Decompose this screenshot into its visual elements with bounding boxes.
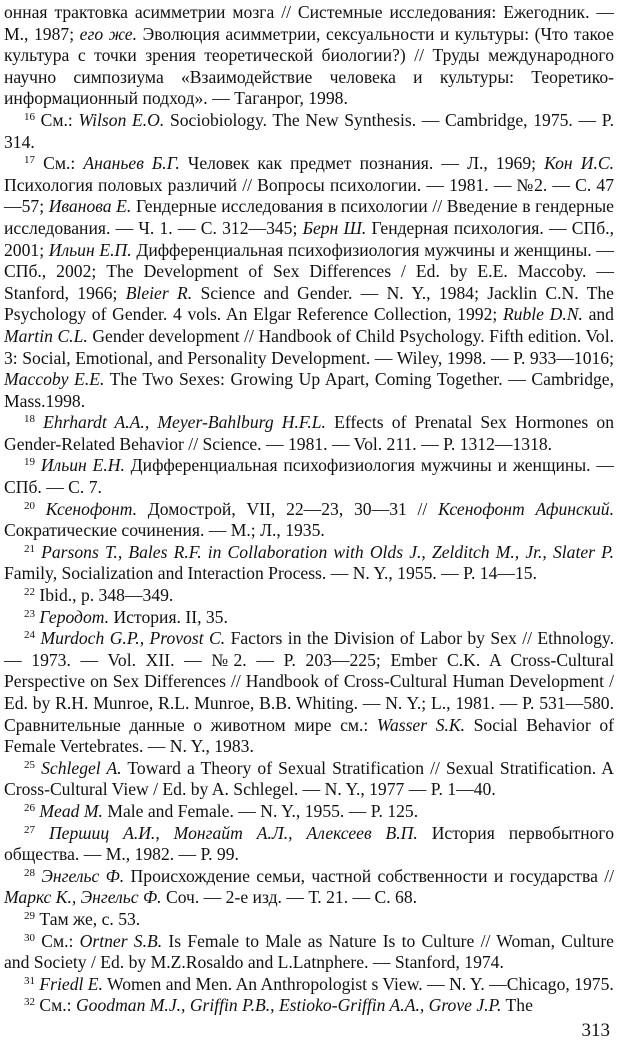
citation-author: Иванова Е. (48, 196, 132, 217)
footnote-text: Science and Gender. — N. Y., 1984; Jacklin C.N. The Psychology of Gender. 4 vols. An Elgar Reference Collection, 1992; (4, 282, 614, 325)
footnote-text: Effects of Prenatal Sex Hormones on Gender-Related Behavior // Science. — 1981. — Vol. 211. — P. 1312—1318. (4, 412, 614, 454)
citation-author: Маркс К., Энгельс Ф. (4, 887, 162, 908)
footnote-text: История первобытного общества. — М., 1982. — Р. 99. (4, 822, 614, 865)
citation-author: Ксенофонт Афинский. (438, 498, 615, 519)
citation-author: Goodman M.J., Griffin P.B., Estioko-Griffin A.A., Grove J.P. (75, 995, 502, 1016)
citation-author: Bleier R. (125, 282, 193, 303)
footnote-text: Sociobiology. The New Synthesis. — Cambridge, 1975. — P. 314. (4, 109, 614, 152)
citation-author: Friedl E. (39, 973, 103, 994)
footnote-17 (4, 153, 614, 412)
footnote-text: Домострой, VII, 22—23, 30—31 // (137, 498, 439, 519)
footnote-number: 31 (24, 974, 35, 987)
footnote-text: Ibid., p. 348—349. (39, 585, 174, 606)
footnote-29 (4, 909, 614, 931)
citation-author: Ortner S.B. (79, 930, 163, 951)
footnote-text: The (501, 995, 533, 1016)
footnote-text: Дифференциальная психофизиология мужчины и женщины. — СПб. — С. 7. (4, 455, 614, 498)
footnote-text: Women and Men. An Anthropologist s View. — N. Y. —Chicago, 1975. (102, 973, 614, 994)
citation-author: Wasser S.K. (376, 714, 466, 735)
footnote-text: and (582, 304, 614, 325)
footnote-text: Toward a Theory of Sexual Stratification // Sexual Stratification. A Cross-Cultural View / Ed. by A. Schlegel. — N. Y., 1977 — P. 1—40. (4, 757, 614, 800)
footnote-number: 27 (24, 823, 35, 836)
footnote-19 (4, 455, 614, 498)
footnote-31 (4, 974, 614, 996)
footnote-text: The Two Sexes: Growing Up Apart, Coming Together. — Cambridge, Mass.1998. (4, 369, 614, 411)
footnote-text: онная трактовка асимметрии мозга // Системные исследования: Ежегодник. — М., 1987; (4, 2, 614, 44)
citation-author: Ананьев Б.Г. (83, 153, 180, 174)
citation-author: Ильин Е.Н. (40, 455, 125, 476)
citation-author: Murdoch G.P., Provost C. (40, 628, 226, 649)
footnote-text: Эволюция асимметрии, сексуальности и культуры: (Что такое культура с точки зрения теоретической биологии?) // Труды международного научно симпозиума «Взаимодействие человека и культуры: Теоретико-информационный подход». — Таганрог, 1998. (4, 23, 614, 109)
footnote-21 (4, 542, 614, 585)
footnote-number: 26 (24, 801, 35, 814)
footnote-32 (4, 995, 614, 1017)
footnote-number: 21 (24, 542, 35, 555)
footnotes-page (4, 2, 614, 1017)
citation-author: Берн Ш. (302, 217, 367, 238)
footnote-text: Гендерные исследования в психологии // Введение в гендерные исследования. — Ч. 1. — С. 312—345; (4, 196, 614, 238)
footnote-text: См.: (39, 995, 76, 1016)
footnote-number: 22 (24, 586, 35, 599)
footnote-text: История. II, 35. (109, 606, 228, 627)
footnote-28 (4, 866, 614, 909)
footnote-20 (4, 499, 614, 542)
page-number: 313 (581, 1020, 610, 1041)
footnote-text: См.: (40, 109, 79, 130)
citation-author: Ehrhardt A.A., Meyer-Bahlburg H.F.L. (43, 412, 326, 433)
citation-author: Wilson E.O. (78, 109, 165, 130)
footnote-number: 18 (24, 413, 35, 426)
citation-author: Schlegel A. (41, 757, 122, 778)
footnote-22 (4, 585, 614, 607)
footnote-26 (4, 801, 614, 823)
footnote-25 (4, 758, 614, 801)
footnote-number: 32 (24, 996, 35, 1009)
footnote-text: Там же, с. 53. (39, 908, 141, 929)
citation-author: Martin C.L. (4, 325, 88, 346)
footnote-number: 28 (24, 866, 35, 879)
footnote-number: 23 (24, 607, 35, 620)
citation-author: Геродот. (39, 606, 110, 627)
footnote-text: Gender development // Handbook of Child Psychology. Fifth edition. Vol. 3: Social, Emotional, and Personality Development. — Wiley, 1998. — P. 933—1016; (4, 325, 614, 368)
footnote-number: 30 (24, 931, 35, 944)
footnote-number: 19 (24, 456, 35, 469)
citation-author: Parsons T., Bales R.F. in Collaboration with Olds J., Zelditch M., Jr., Slater P. (41, 541, 614, 562)
footnote-number: 24 (24, 629, 35, 642)
citation-author: Maccoby E.E. (4, 369, 105, 390)
footnote-text: Психология половых различий // Вопросы психологии. — 1981. — №2. — С. 47—57; (4, 174, 614, 217)
citation-author: Ruble D.N. (502, 304, 583, 325)
footnote-text: Происхождение семьи, частной собственности и государства // (124, 865, 614, 886)
footnote-number: 29 (24, 909, 35, 922)
footnote-text: Social Behavior of Female Vertebrates. — N. Y., 1983. (4, 714, 614, 757)
footnote-30 (4, 931, 614, 974)
citation-author: Ксенофонт. (45, 498, 138, 519)
citation-author: Ильин Е.П. (48, 239, 132, 260)
footnote-text: См.: (41, 930, 80, 951)
footnote-text: См.: (43, 153, 84, 174)
footnote-number: 17 (24, 154, 35, 167)
footnote-number: 16 (24, 110, 35, 123)
footnote-text: Гендерная психология. — СПб., 2001; (4, 217, 614, 260)
footnote-text: Дифференциальная психофизиология мужчины и женщины. — СПб., 2002; The Development of Sex Differences / Ed. by E.E. Maccoby. — Stanford, 1966; (4, 239, 614, 303)
footnote-number: 20 (24, 499, 35, 512)
footnote-continuation (4, 2, 614, 110)
footnote-text: Male and Female. — N. Y., 1955. — P. 125. (102, 800, 419, 821)
footnote-text: Сократические сочинения. — М.; Л., 1935. (4, 520, 325, 541)
footnote-text: Is Female to Male as Nature Is to Culture // Woman, Culture and Society / Ed. by M.Z.Rosaldo and L.Latnphere. — Stanford, 1974. (4, 930, 614, 973)
citation-author: Mead M. (39, 800, 103, 821)
citation-author: Першиц А.И., Монгайт А.Л., Алексеев В.П. (48, 822, 418, 843)
footnote-text: Соч. — 2-е изд. — Т. 21. — С. 68. (161, 887, 418, 908)
citation-author: Кон И.С. (544, 153, 614, 174)
footnote-23 (4, 607, 614, 629)
footnote-text: Family, Socialization and Interaction Process. — N. Y., 1955. — P. 14—15. (4, 563, 537, 584)
citation-author: его же. (79, 23, 138, 44)
footnote-number: 25 (24, 758, 35, 771)
citation-author: Энгельс Ф. (41, 865, 125, 886)
footnote-24 (4, 628, 614, 758)
footnote-text: Factors in the Division of Labor by Sex // Ethnology. — 1973. — Vol. XII. — №2. — P. 203—225; Ember C.K. A Cross-Cultural Perspective on Sex Differences // Handbook of Cross-Cultural Human Development / Ed. by R.H. Munroe, R.L. Munroe, B.B. Whiting. — N. Y.; L., 1981. — P. 531—580. Сравнительные данные о животном мире см.: (4, 628, 614, 735)
footnote-text: Человек как предмет познания. — Л., 1969; (179, 153, 545, 174)
footnote-18 (4, 412, 614, 455)
footnote-16 (4, 110, 614, 153)
footnote-27 (4, 823, 614, 866)
